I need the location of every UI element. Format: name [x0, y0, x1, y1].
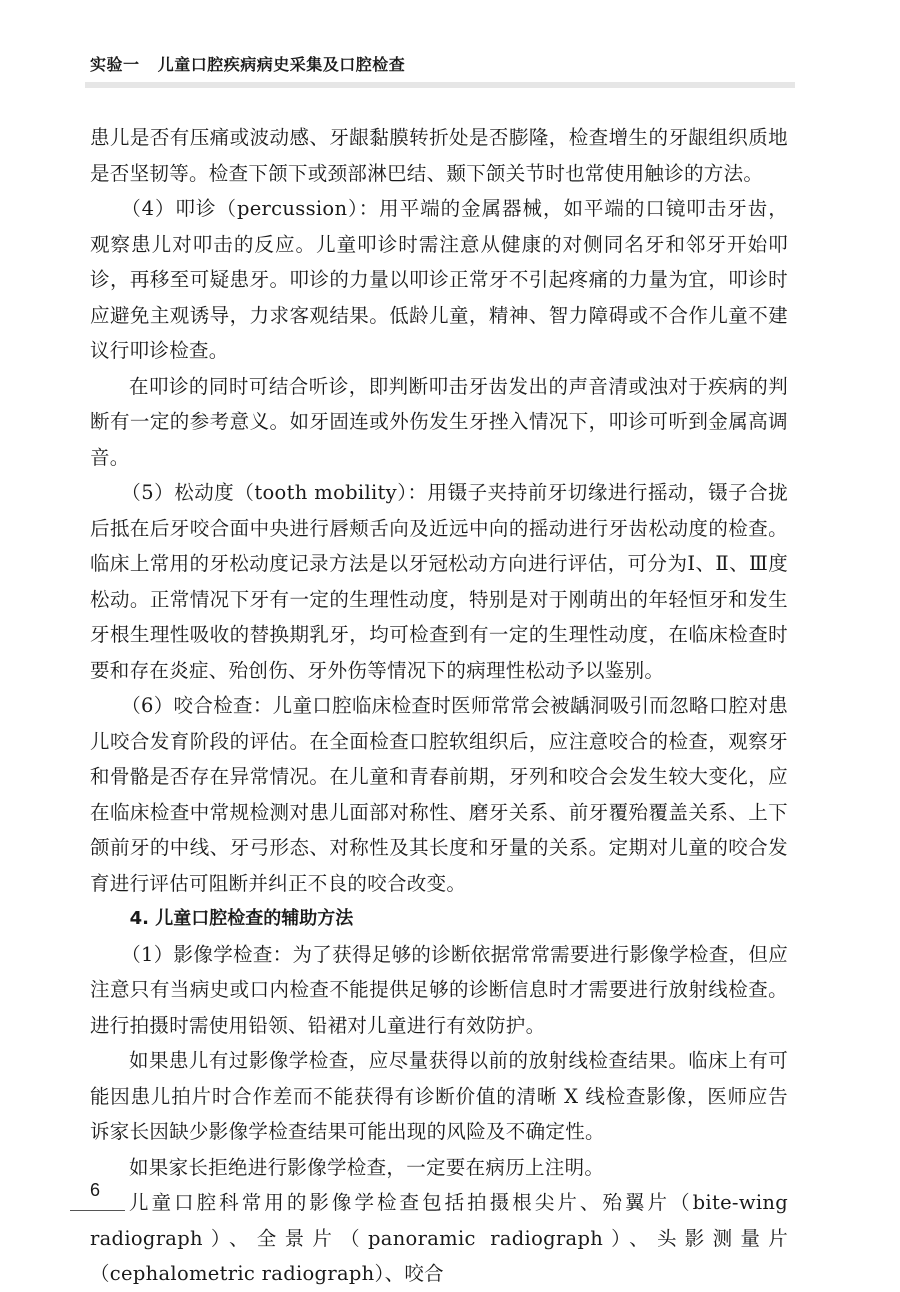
paragraph-percussion: （4）叩诊（percussion）：用平端的金属器械，如平端的口镜叩击牙齿，观察患儿对叩击的反应。儿童叩诊时需注意从健康的对侧同名牙和邻牙开始叩诊，再移至可疑患牙。叩诊的力量以叩诊正常牙不引起疼痛的力量为宜，叩诊时应避免主观诱导，力求客观结果。低龄儿童，精神、智力障碍或不合作儿童不建议行叩诊检查。 — [90, 197, 788, 362]
page-number: 6 — [90, 1180, 101, 1200]
section-heading: 4. 儿童口腔检查的辅助方法 — [129, 908, 354, 929]
paragraph-palpation-continued: 患儿是否有压痛或波动感、牙龈黏膜转折处是否膨隆，检查增生的牙龈组织质地是否坚韧等。检查下颌下或颈部淋巴结、颞下颌关节时也常使用触诊的方法。 — [90, 126, 788, 185]
paragraph-imaging: （1）影像学检查：为了获得足够的诊断依据常常需要进行影像学检查，但应注意只有当病史或口内检查不能提供足够的诊断信息时才需要进行放射线检查。进行拍摄时需使用铅领、铅裙对儿童进行有效防护。 — [90, 942, 788, 1037]
paragraph-mobility: （5）松动度（tooth mobility）：用镊子夹持前牙切缘进行摇动，镊子合拢后抵在后牙咬合面中央进行唇颊舌向及近远中向的摇动进行牙齿松动度的检查。临床上常用的牙松动度记录方法是以牙冠松动方向进行评估，可分为Ⅰ、Ⅱ、Ⅲ度松动。正常情况下牙有一定的生理性动度，特别是对于刚萌出的年轻恒牙和发生牙根生理性吸收的替换期乳牙，均可检查到有一定的生理性动度，在临床检查时要和存在炎症、殆创伤、牙外伤等情况下的病理性松动予以鉴别。 — [90, 481, 788, 682]
paragraph-previous-imaging: 如果患儿有过影像学检查，应尽量获得以前的放射线检查结果。临床上有可能因患儿拍片时合作差而不能获得有诊断价值的清晰 X 线检查影像，医师应告诉家长因缺少影像学检查结果可能出现的风险及不确定性。 — [90, 1049, 788, 1143]
paragraph-refusal: 如果家长拒绝进行影像学检查，一定要在病历上注明。 — [129, 1155, 605, 1179]
header-rule — [85, 82, 795, 88]
page-body — [90, 120, 788, 1292]
header-title: 实验一 儿童口腔疾病病史采集及口腔检查 — [90, 55, 406, 74]
paragraph-auscultation: 在叩诊的同时可结合听诊，即判断叩击牙齿发出的声音清或浊对于疾病的判断有一定的参考意义。如牙固连或外伤发生牙挫入情况下，叩诊可听到金属高调音。 — [90, 374, 788, 469]
running-header — [90, 44, 810, 78]
paragraph-imaging-types: 儿童口腔科常用的影像学检查包括拍摄根尖片、殆翼片（bite-wing radiograph）、全景片（panoramic radiograph）、头影测量片（cephalometric radiograph）、咬合 — [90, 1191, 788, 1285]
paragraph-occlusion: （6）咬合检查：儿童口腔临床检查时医师常常会被龋洞吸引而忽略口腔对患儿咬合发育阶段的评估。在全面检查口腔软组织后，应注意咬合的检查，观察牙和骨骼是否存在异常情况。在儿童和青春前期，牙列和咬合会发生较大变化，应在临床检查中常规检测对患儿面部对称性、磨牙关系、前牙覆殆覆盖关系、上下颌前牙的中线、牙弓形态、对称性及其长度和牙量的关系。定期对儿童的咬合发育进行评估可阻断并纠正不良的咬合改变。 — [90, 694, 788, 895]
page-number-rule — [70, 1210, 125, 1211]
